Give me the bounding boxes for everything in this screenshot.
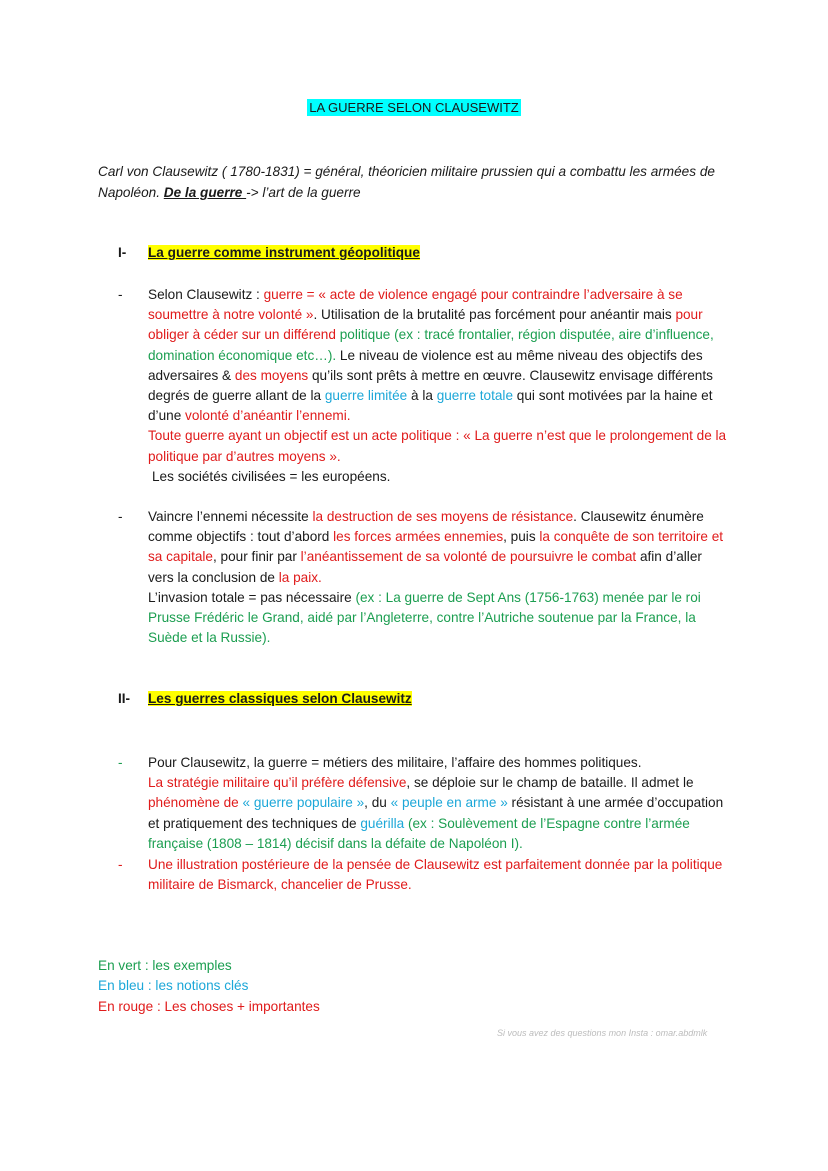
b1-p2: guerre = « acte de violence engagé pour contraindre l’adversaire à se soumettre à notre volonté »: [148, 287, 683, 323]
b3-p3: , se déploie sur le champ de bataille. Il admet le: [406, 775, 694, 791]
b1-p10: à la: [407, 388, 437, 404]
section-2-title: Les guerres classiques selon Clausewitz: [148, 691, 412, 706]
section-1-heading: [118, 245, 420, 260]
bullet-dash: -: [118, 509, 123, 524]
color-legend: [98, 956, 320, 1017]
b1-p9: guerre limitée: [324, 388, 408, 404]
legend-blue: En bleu : les notions clés: [98, 978, 249, 994]
section-1-title: La guerre comme instrument géopolitique: [148, 245, 420, 260]
b1-p6: Le niveau de violence est au même niveau des objectifs des adversaires &: [148, 347, 703, 383]
b3-p4: phénomène de: [148, 795, 243, 811]
b1-p12: qui sont motivées par la haine et d’une: [148, 388, 713, 424]
b3-p7: « peuple en arme »: [390, 795, 508, 811]
b2-p12: (ex : La guerre de Sept Ans (1756-1763) menée par le roi Prusse Frédéric le Grand, aidé par l’Angleterre, contre l’Autriche soutenue par la France, la Suède et la Russie).: [148, 589, 701, 646]
b2-p6: la conquête de son territoire et sa capitale: [148, 529, 724, 565]
legend-red: En rouge : Les choses + importantes: [98, 998, 320, 1014]
b1-p4: pour obliger à céder sur un différend: [148, 307, 703, 343]
bullet-4: [118, 855, 728, 895]
b3-p6: , du: [364, 795, 391, 811]
b1-p7: des moyens: [234, 367, 309, 383]
b1-p13: volonté d’anéantir l’ennemi.: [185, 408, 351, 424]
title-wrap: [0, 100, 828, 115]
bullet-3: [118, 753, 728, 854]
b1-p15: Les sociétés civilisées = les européens.: [152, 468, 391, 484]
b3-p10: (ex : Soulèvement de l’Espagne contre l’armée française (1808 – 1814) décisif dans la défaite de Napoléon I).: [148, 815, 690, 851]
b2-p3: . Clausewitz énumère comme objectifs : tout d’abord: [148, 509, 704, 545]
bullet-1-text: [148, 285, 728, 487]
b3-p1: Pour Clausewitz, la guerre = métiers des militaire, l’affaire des hommes politiques.: [148, 755, 642, 770]
b3-p8: résistant à une armée d’occupation et pratiquement des techniques de: [148, 795, 724, 831]
section-2-heading: [118, 691, 412, 706]
b1-p3: . Utilisation de la brutalité pas forcément pour anéantir mais: [313, 307, 676, 323]
b1-p1: Selon Clausewitz :: [148, 287, 264, 302]
b3-p2: La stratégie militaire qu’il préfère défensive: [148, 775, 407, 791]
intro-book-title: De la guerre: [163, 185, 247, 200]
b1-p11: guerre totale: [436, 388, 514, 404]
bullet-3-text: [148, 753, 728, 854]
b2-p1: Vaincre l’ennemi nécessite: [148, 509, 313, 524]
b2-p9: afin d’aller vers la conclusion de: [148, 549, 702, 585]
bullet-1: [118, 285, 728, 487]
footnote: Si vous avez des questions mon Insta : omar.abdmlk: [497, 1028, 708, 1038]
intro-after: -> l’art de la guerre: [246, 185, 361, 200]
b1-p8: qu’ils sont prêts à mettre en œuvre. Clausewitz envisage différents degrés de guerre allant de la: [148, 367, 713, 404]
bullet-dash: -: [118, 287, 123, 302]
b2-p2: la destruction de ses moyens de résistance: [312, 509, 574, 524]
legend-green: En vert : les exemples: [98, 958, 232, 973]
b4-p1: Une illustration postérieure de la pensée de Clausewitz est parfaitement donnée par la politique militaire de Bismarck, chancelier de Prusse.: [148, 857, 723, 893]
bullet-2: [118, 507, 728, 648]
b2-p10: la paix.: [278, 569, 322, 585]
b3-p5: « guerre populaire »: [242, 795, 365, 811]
intro-text: Carl von Clausewitz ( 1780-1831) = général, théoricien militaire prussien qui a combattu les armées de Napoléon.: [98, 164, 715, 200]
b2-p11: L’invasion totale = pas nécessaire: [148, 589, 356, 605]
bullet-dash: -: [118, 755, 123, 770]
b2-p8: l’anéantissement de sa volonté de poursuivre le combat: [300, 549, 637, 565]
page-title: LA GUERRE SELON CLAUSEWITZ: [309, 100, 519, 115]
b2-p7: , pour finir par: [213, 549, 301, 565]
section-1-number: I-: [118, 245, 127, 260]
b3-p9: guérilla: [360, 815, 405, 831]
b1-p5: politique (ex : tracé frontalier, région disputée, aire d’influence, domination économique etc…).: [148, 327, 714, 363]
intro-paragraph: [98, 161, 738, 203]
b1-p14: Toute guerre ayant un objectif est un acte politique : « La guerre n’est que le prolongement de la politique par d’autres moyens ».: [148, 428, 727, 464]
section-2-number: II-: [118, 691, 131, 706]
bullet-2-text: [148, 507, 728, 648]
b2-p5: , puis: [503, 529, 540, 545]
b2-example: [148, 588, 728, 649]
b2-p4: les forces armées ennemies: [333, 529, 504, 545]
bullet-dash: -: [118, 857, 123, 872]
